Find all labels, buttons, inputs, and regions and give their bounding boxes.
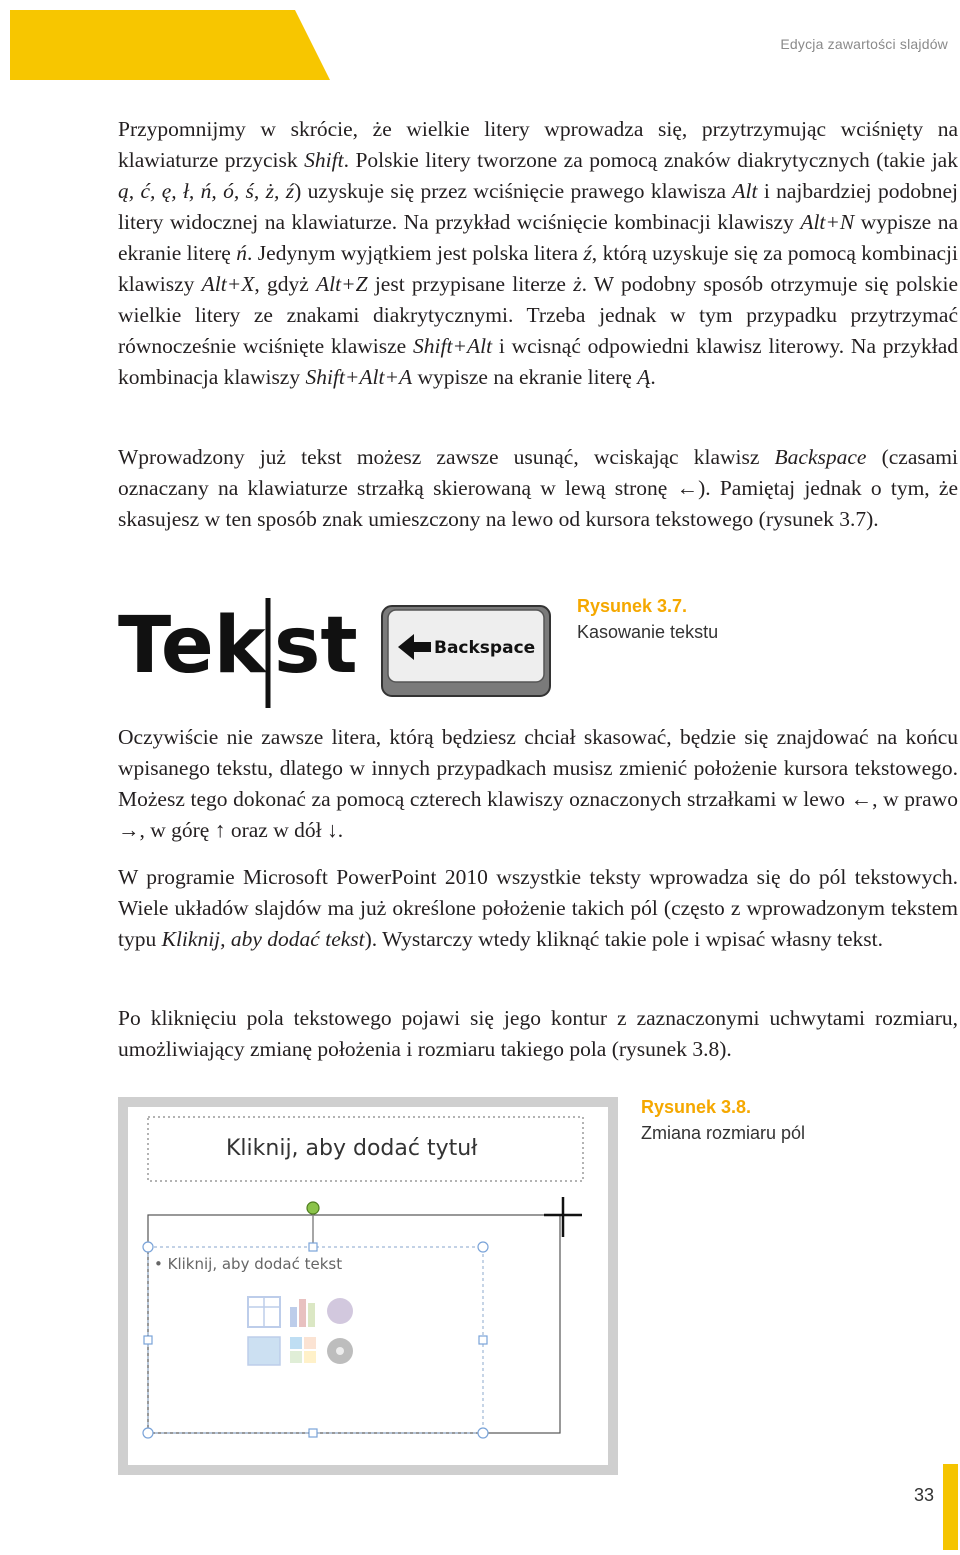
resize-handle [309, 1429, 317, 1437]
backspace-key [382, 606, 550, 696]
resize-handle [309, 1243, 317, 1251]
text-run: (czasami oznaczany na klawiaturze strzałką skierowaną w lewą stronę ←). Pamiętaj jednak o tym, że skasujesz w ten sposób znak umieszczony na lewo od kursora tekstowego (rysunek 3.7). [118, 445, 958, 531]
italic-run: Alt+N [800, 210, 855, 234]
text-run: . [650, 365, 656, 389]
resize-handle [478, 1428, 488, 1438]
italic-run: ą, ć, ę, ł, ń, ó, ś, ż, ź [118, 179, 295, 203]
rotate-handle [307, 1202, 319, 1214]
text-run: Oczywiście nie zawsze litera, którą będziesz chciał skasować, będzie się znajdować na końcu wpisanego tekstu, dlatego w innych przypadkach musisz zmienić położenie kursora tekstowego. Możesz tego dokonać za pomocą czterech klawiszy oznaczonych strzałkami w lewo ←, w prawo →, w górę ↑ oraz w dół ↓. [118, 725, 958, 842]
italic-run: Shift+Alt [413, 334, 493, 358]
resize-handle [478, 1242, 488, 1252]
text-run: . Polskie litery tworzone za pomocą znaków diakrytycznych (takie jak [343, 148, 958, 172]
paragraph-3 [118, 722, 958, 846]
figure-2-number: Rysunek 3.8. [641, 1097, 752, 1117]
running-header: Edycja zawartości slajdów [780, 36, 948, 52]
italic-run: ź [583, 241, 592, 265]
text-run: i wcisnąć odpowiedni klawisz literowy. Na przykład kombinacja klawiszy [118, 334, 959, 389]
text-run: i najbardziej podobnej litery widocznej na klawiaturze. Na przykład wciśnięcie kombinacji klawiszy [118, 179, 958, 234]
figure-resize-placeholder [118, 1097, 618, 1475]
italic-run: Backspace [774, 445, 867, 469]
text-run: ) uzyskuje się przez wciśnięcie prawego klawisza [294, 179, 733, 203]
text-run: Przypomnijmy w skrócie, że wielkie litery wprowadza się, przytrzymując wciśnięty na klawiaturze przycisk [118, 117, 958, 172]
figure-2-text: Zmiana rozmiaru pól [641, 1123, 806, 1143]
resize-handle [143, 1242, 153, 1252]
text-run: W programie Microsoft PowerPoint 2010 wszystkie teksty wprowadza się do pól tekstowych. Wiele układów slajdów ma już określone położenie takich pól (często z wprowadzonym tekstem typu [118, 865, 958, 951]
text-run: wypisze na ekranie literę [118, 210, 958, 265]
italic-run: Shift+Alt+A [305, 365, 413, 389]
content-placeholder-text: • Kliknij, aby dodać tekst [154, 1255, 343, 1273]
corner-decoration [10, 10, 330, 80]
paragraph-2 [118, 442, 958, 535]
title-placeholder-text: Kliknij, aby dodać tytuł [226, 1136, 478, 1161]
figure-word-right: st [274, 601, 358, 691]
text-run: wypisze na ekranie literę [412, 365, 638, 389]
italic-run: ż [573, 272, 582, 296]
text-run: . Jedynym wyjątkiem jest polska litera [247, 241, 584, 265]
text-run: , gdyż [254, 272, 317, 296]
page-number: 33 [914, 1485, 935, 1505]
figure-backspace [118, 596, 558, 711]
resize-handle [479, 1336, 487, 1344]
backspace-key-label: Backspace [434, 638, 536, 658]
figure-1-caption [577, 593, 718, 645]
figure-word-left: Tek [118, 601, 266, 691]
figure-1-text: Kasowanie tekstu [577, 622, 719, 642]
text-run: , którą uzyskuje się za pomocą kombinacji klawiszy [118, 241, 959, 296]
resize-handle [143, 1428, 153, 1438]
italic-run: Alt [732, 179, 758, 203]
resize-handle [144, 1336, 152, 1344]
paragraph-4 [118, 862, 958, 955]
italic-run: ń [236, 241, 248, 265]
paragraph-5 [118, 1003, 958, 1065]
italic-run: Shift [304, 148, 344, 172]
page-edge-bar [943, 1464, 958, 1550]
italic-run: Ą [637, 365, 651, 389]
paragraph-1 [118, 114, 958, 393]
text-run: Wprowadzony już tekst możesz zawsze usunąć, wciskając klawisz [118, 445, 775, 469]
figure-1-number: Rysunek 3.7. [577, 596, 688, 616]
figure-2-caption [641, 1094, 805, 1146]
text-run: Po kliknięciu pola tekstowego pojawi się jego kontur z zaznaczonymi uchwytami rozmiaru, umożliwiający zmianę położenia i rozmiaru takiego pola (rysunek 3.8). [118, 1006, 958, 1061]
italic-run: Kliknij, aby dodać tekst [161, 927, 365, 951]
italic-run: Alt+Z [316, 272, 368, 296]
text-run: . W podobny sposób otrzymuje się polskie wielkie litery ze znakami diakrytycznymi. Trzeba jednak w tym przypadku przytrzymać równocześnie wciśnięte klawisze [118, 272, 959, 358]
text-run: jest przypisane literze [367, 272, 574, 296]
italic-run: Alt+X [201, 272, 255, 296]
text-run: ). Wystarczy wtedy kliknąć takie pole i wpisać własny tekst. [364, 927, 883, 951]
